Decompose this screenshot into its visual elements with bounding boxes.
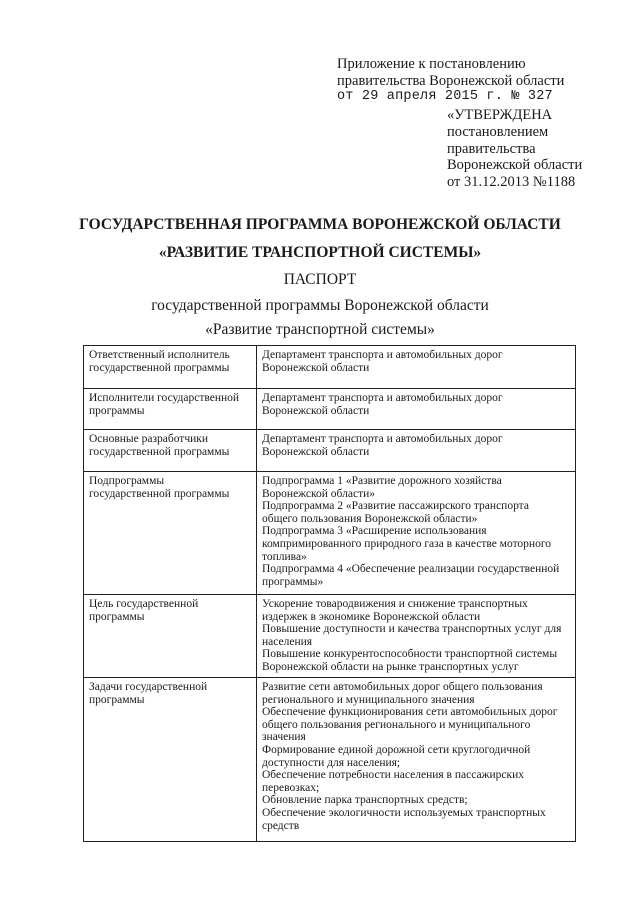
row-value-line: Подпрограмма 3 «Расширение использования bbox=[262, 525, 487, 538]
row-value-line: Развитие сети автомобильных дорог общего пользования bbox=[262, 681, 543, 693]
row-value-line: населения bbox=[262, 635, 313, 648]
row-value-line: Воронежской области bbox=[262, 404, 370, 417]
document-title: ГОСУДАРСТВЕННАЯ ПРОГРАММА ВОРОНЕЖСКОЙ ОБЛАСТИ bbox=[79, 216, 561, 233]
row-value-line: Повышение конкурентоспособности транспортной системы bbox=[262, 648, 558, 661]
row-value-line: программы» bbox=[262, 575, 324, 588]
row-value-cell bbox=[257, 472, 576, 595]
row-value-line: Воронежской области bbox=[262, 445, 370, 458]
row-value-line: значения bbox=[262, 731, 306, 744]
row-value-line: перевозках; bbox=[262, 781, 320, 794]
row-label-cell bbox=[84, 595, 257, 678]
table-row bbox=[84, 346, 576, 389]
row-value-line: Повышение доступности и качества транспортных услуг для bbox=[262, 623, 562, 636]
row-value-line: средств bbox=[262, 819, 300, 832]
row-label-line: программы bbox=[89, 404, 145, 417]
row-value-line: регионального и муниципального значения bbox=[262, 693, 475, 706]
row-label-cell bbox=[84, 472, 257, 595]
appendix-line-3: от 29 апреля 2015 г. № 327 bbox=[337, 89, 553, 104]
row-value-cell bbox=[257, 346, 576, 389]
appendix-line-1: Приложение к постановлению bbox=[337, 56, 526, 72]
approval-line-1: «УТВЕРЖДЕНА bbox=[447, 107, 553, 123]
table-row bbox=[84, 678, 576, 842]
appendix-line-2: правительства Воронежской области bbox=[337, 72, 565, 89]
row-value-line: Обеспечение потребности населения в пассажирских bbox=[262, 769, 525, 782]
table-row bbox=[84, 389, 576, 430]
row-value-line: Воронежской области на рынке транспортных услуг bbox=[262, 660, 519, 673]
approval-line-5: от 31.12.2013 №1188 bbox=[447, 174, 576, 191]
approval-line-4: Воронежской области bbox=[447, 157, 583, 174]
passport-heading: ПАСПОРТ bbox=[283, 271, 357, 288]
table-row bbox=[84, 430, 576, 472]
document-subtitle: «РАЗВИТИЕ ТРАНСПОРТНОЙ СИСТЕМЫ» bbox=[158, 244, 482, 261]
row-value-line: топлива» bbox=[262, 550, 307, 563]
row-value-line: доступности для населения; bbox=[262, 756, 401, 769]
row-value-cell bbox=[257, 595, 576, 678]
row-value-line: общего пользования регионального и муниципального bbox=[262, 718, 531, 731]
row-label-line: Ответственный исполнитель bbox=[89, 349, 230, 361]
row-value-line: Подпрограмма 4 «Обеспечение реализации государственной bbox=[262, 563, 560, 576]
row-label-cell bbox=[84, 389, 257, 430]
row-value-line: Обеспечение функционирования сети автомобильных дорог bbox=[262, 706, 558, 719]
row-value-line: Департамент транспорта и автомобильных дорог bbox=[262, 392, 503, 404]
row-label-line: государственной программы bbox=[89, 487, 230, 500]
row-value-line: Воронежской области» bbox=[262, 487, 375, 500]
row-value-line: Департамент транспорта и автомобильных дорог bbox=[262, 349, 503, 361]
row-value-line: Обновление парка транспортных средств; bbox=[262, 794, 468, 807]
row-label-line: государственной программы bbox=[89, 445, 230, 458]
row-label-line: государственной программы bbox=[89, 361, 230, 374]
table-row bbox=[84, 595, 576, 678]
table-row bbox=[84, 472, 576, 595]
row-label-line: программы bbox=[89, 610, 145, 623]
passport-table bbox=[83, 345, 576, 842]
row-value-cell bbox=[257, 389, 576, 430]
row-value-line: издержек в экономике Воронежской области bbox=[262, 610, 481, 623]
row-value-line: Подпрограмма 2 «Развитие пассажирского транспорта bbox=[262, 500, 529, 513]
row-value-line: Ускорение товародвижения и снижение транспортных bbox=[262, 598, 528, 610]
row-label-cell bbox=[84, 346, 257, 389]
passport-subheading-1: государственной программы Воронежской области bbox=[151, 297, 489, 314]
row-value-cell bbox=[257, 430, 576, 472]
row-value-line: компримированного природного газа в качестве моторного bbox=[262, 537, 552, 550]
row-value-line: Подпрограмма 1 «Развитие дорожного хозяйства bbox=[262, 475, 502, 487]
approval-line-3: правительства bbox=[447, 140, 536, 157]
row-label-line: программы bbox=[89, 693, 145, 706]
row-label-line: Задачи государственной bbox=[89, 681, 208, 693]
row-value-cell bbox=[257, 678, 576, 842]
row-value-line: Департамент транспорта и автомобильных дорог bbox=[262, 433, 503, 445]
row-label-line: Основные разработчики bbox=[89, 433, 209, 445]
row-label-cell bbox=[84, 430, 257, 472]
row-label-line: Исполнители государственной bbox=[89, 392, 240, 404]
approval-stamp bbox=[447, 107, 582, 191]
appendix-block bbox=[337, 56, 564, 106]
row-label-line: Подпрограммы bbox=[89, 475, 165, 487]
passport-subheading-2: «Развитие транспортной системы» bbox=[205, 321, 435, 338]
row-label-line: Цель государственной bbox=[89, 598, 199, 610]
row-value-line: общего пользования Воронежской области» bbox=[262, 512, 478, 525]
row-value-line: Формирование единой дорожной сети круглогодичной bbox=[262, 743, 531, 756]
approval-line-2: постановлением bbox=[447, 123, 549, 140]
row-value-line: Обеспечение экологичности используемых транспортных bbox=[262, 806, 546, 819]
row-value-line: Воронежской области bbox=[262, 361, 370, 374]
row-label-cell bbox=[84, 678, 257, 842]
